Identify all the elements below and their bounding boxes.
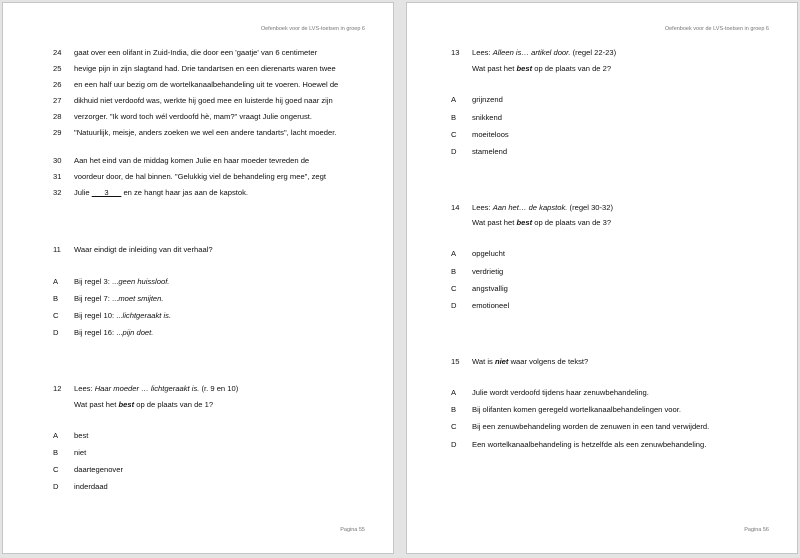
- blank-3: ___3___: [91, 188, 122, 197]
- page-left: Oefenboek voor de LVS-toetsen in groep 6 24 gaat over een olifant in Zuid-India, die door een 'gaatje' van 6 centimeter 25 hevige pijn in zijn slagtand had. Drie tandartsen en een dierenarts waren twee 26 en een half uur bezig om de wortelkanaalbehandeling uit te voeren. Hoewel de 27 dikhuid niet verdoofd was, werkte hij goed mee en luisterde hij goed naar zijn 28 verzorger. "Ik word toch wél verdoofd hè, mam?" vraagt Julie ongerust. 29 "Natuurlijk, meisje, anders zoeken we wel een andere tandarts", lacht moeder. 30 Aan het eind van de middag komen Julie en haar moeder tevreden de 31 voordeur door, de hal binnen. "Gelukkig viel de behandeling erg mee", zegt 32 Julie ___3___ en ze hangt haar jas aan de kapstok. 11 Waar eindigt de inleiding van dit verhaal? A Bij regel 3: ...geen huissloof. B Bij regel 7: ...moet smijten. C Bij regel 10: ...lichtgeraakt is. D Bij regel 16: ...pijn doet. 12 Lees: Haar moeder … lichtgeraakt is. (r. 9 en 10) Wat past het best op de plaats van de 1? A best B niet C daartegenover D inderdaad Pagina 55: [2, 2, 394, 554]
- page-header: Oefenboek voor de LVS-toetsen in groep 6: [260, 26, 365, 32]
- page-number: Pagina 55: [340, 527, 365, 533]
- page-header: Oefenboek voor de LVS-toetsen in groep 6: [664, 26, 769, 32]
- page-right: Oefenboek voor de LVS-toetsen in groep 6 13 Lees: Alleen is… artikel door. (regel 22-23) Wat past het best op de plaats van de 2? A grijnzend B snikkend C moeiteloos D stamelend 14 Lees: Aan het… de kapstok. (regel 30-32) Wat past het best op de plaats van de 3? A opgelucht B verdrietig C angstvallig D emotioneel 15 Wat is niet waar volgens de tekst? A Julie wordt verdoofd tijdens haar zenuwbehandeling. B Bij olifanten komen geregeld wortelkanaalbehandelingen voor. C Bij een zenuwbehandeling worden de zenuwen in een tand verwijderd. D Een wortelkanaalbehandeling is hetzelfde als een zenuwbehandeling. Pagina 56: [406, 2, 798, 554]
- page-number: Pagina 56: [744, 527, 769, 533]
